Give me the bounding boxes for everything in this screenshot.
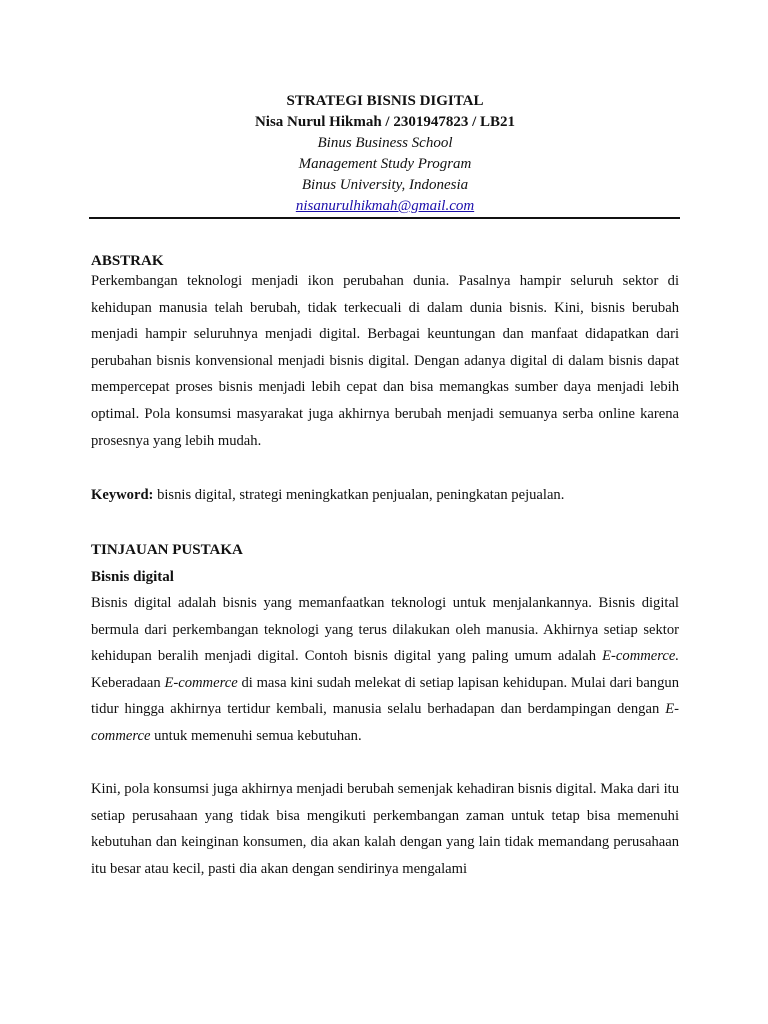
review-p1-em-1: E-commerce.	[602, 648, 679, 665]
keyword-text: bisnis digital, strategi meningkatkan penjualan, peningkatan pejualan.	[153, 487, 565, 503]
review-p1-text-d: untuk memenuhi semua kebutuhan.	[150, 727, 362, 744]
affiliation-university: Binus University, Indonesia	[301, 177, 469, 193]
affiliation-school: Binus Business School	[317, 135, 453, 151]
review-heading: TINJAUAN PUSTAKA	[91, 542, 243, 558]
affiliation-program: Management Study Program	[298, 156, 472, 172]
header-divider	[89, 217, 680, 219]
abstract-text-block	[91, 268, 679, 454]
author-email-link[interactable]: nisanurulhikmah@gmail.com	[295, 198, 475, 214]
author-line: Nisa Nurul Hikmah / 2301947823 / LB21	[254, 114, 516, 130]
review-paragraph-1	[91, 590, 679, 750]
review-p1-text-c: di masa kini sudah melekat di setiap lapisan kehidupan. Mulai dari bangun tidur hingga akhirnya tertidur kembali, manusia selalu berhadapan dan berdampingan dengan	[91, 674, 679, 718]
abstract-heading: ABSTRAK	[91, 253, 164, 269]
paper-header	[90, 91, 680, 217]
review-p1-text-a: Bisnis digital adalah bisnis yang memanfaatkan teknologi untuk menjalankannya. Bisnis digital bermula dari perkembangan teknologi yang terus dilakukan oleh manusia. Akhirnya setiap sektor kehidupan beralih menjadi digital. Contoh bisnis digital yang paling umum adalah	[91, 595, 679, 665]
abstract-paragraph: Perkembangan teknologi menjadi ikon perubahan dunia. Pasalnya hampir seluruh sektor di kehidupan manusia telah berubah, tidak terkecuali di dalam dunia bisnis. Kini, bisnis berubah menjadi hampir seluruhnya menjadi digital. Berbagai keuntungan dan manfaat didapatkan dari perubahan bisnis konvensional menjadi bisnis digital. Dengan adanya digital di dalam bisnis dapat mempercepat proses bisnis menjadi lebih cepat dan bisa memangkas sumber daya menjadi lebih optimal. Pola konsumsi masyarakat juga akhirnya berubah menjadi semuanya serba online karena prosesnya yang lebih mudah.	[91, 273, 679, 449]
paper-title: STRATEGI BISNIS DIGITAL	[286, 93, 484, 109]
review-p2-text: Kini, pola konsumsi juga akhirnya menjadi berubah semenjak kehadiran bisnis digital. Maka dari itu setiap perusahaan yang tidak bisa mengikuti perkembangan zaman untuk tetap bisa memenuhi kebutuhan dan keinginan konsumen, dia akan kalah dengan yang lain tidak memandang perusahaan itu besar atau kecil, pasti dia akan dengan sendirinya mengalami	[91, 781, 679, 877]
review-p1-em-3: E-commerce	[91, 701, 679, 744]
review-subheading: Bisnis digital	[91, 569, 174, 585]
keyword-label: Keyword:	[91, 487, 154, 503]
review-paragraph-2	[91, 776, 679, 882]
review-p1-text-b: Keberadaan	[91, 674, 165, 691]
keyword-line	[91, 482, 679, 509]
review-p1-em-2: E-commerce	[164, 674, 238, 691]
